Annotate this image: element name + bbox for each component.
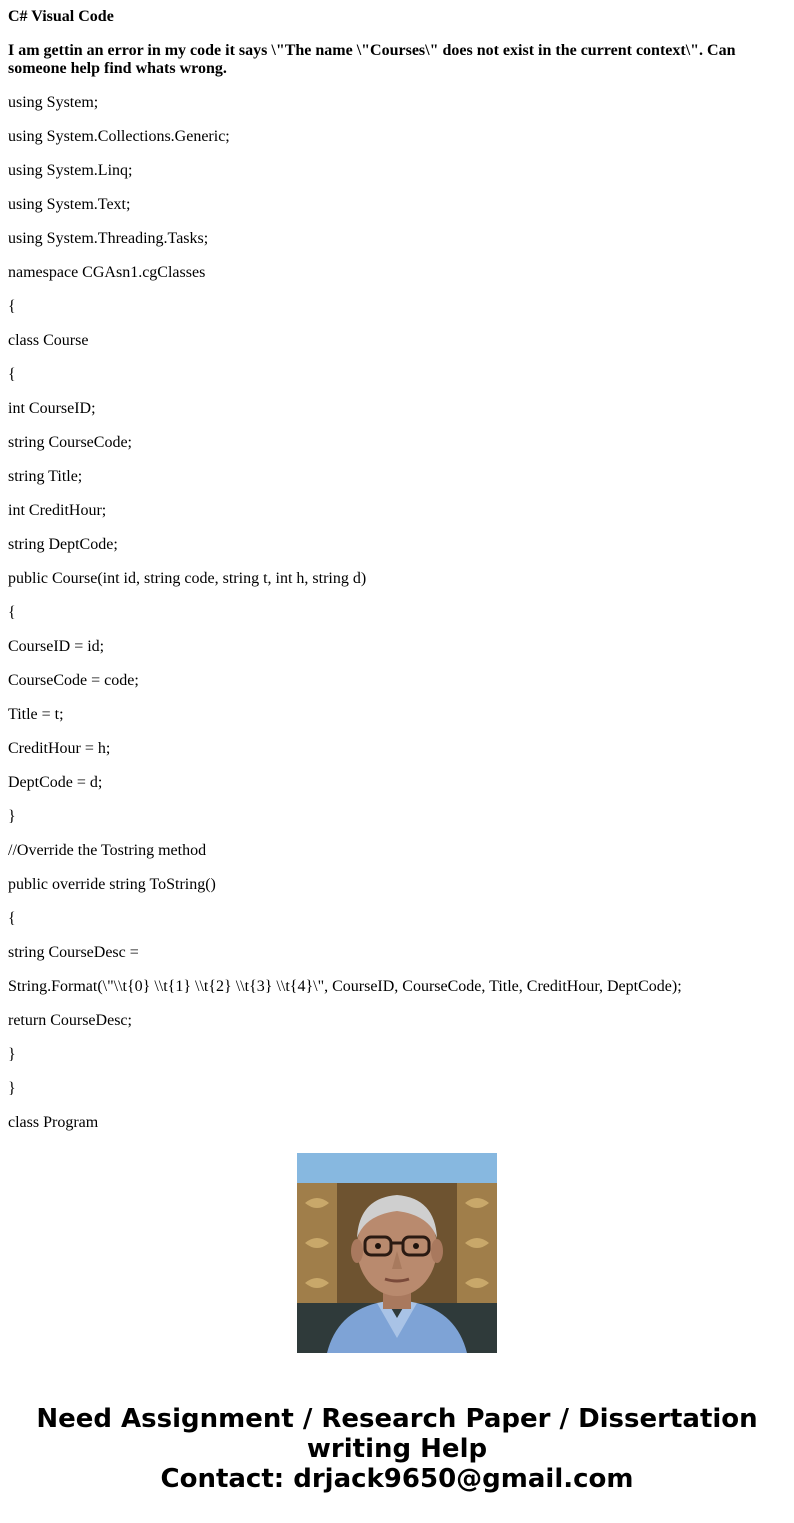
code-line: String.Format(\"\\t{0} \\t{1} \\t{2} \\t{3} \\t{4}\", CourseID, CourseCode, Title, CreditHour, DeptCode); [8, 978, 682, 995]
code-line: class Course [8, 332, 89, 349]
code-line: CreditHour = h; [8, 740, 111, 757]
code-line: string CourseCode; [8, 434, 132, 451]
code-line: using System; [8, 94, 99, 111]
post-question: I am gettin an error in my code it says \"The name \"Courses\" does not exist in the current context\". Can someone help find whats wrong. [8, 42, 736, 77]
avatar [297, 1153, 497, 1353]
promo-line-1: Need Assignment / Research Paper / Dissertation [36, 1404, 758, 1434]
code-line: return CourseDesc; [8, 1012, 132, 1029]
code-line: Title = t; [8, 706, 64, 723]
code-line: { [8, 910, 16, 927]
code-listing [8, 94, 784, 1132]
code-line: int CourseID; [8, 400, 96, 417]
code-line: using System.Threading.Tasks; [8, 230, 209, 247]
code-line: using System.Text; [8, 196, 131, 213]
code-line: using System.Collections.Generic; [8, 128, 230, 145]
code-line: { [8, 366, 16, 383]
code-line: } [8, 1046, 16, 1063]
post-content [8, 0, 784, 1131]
code-line: public Course(int id, string code, string t, int h, string d) [8, 570, 367, 587]
code-line: } [8, 1080, 16, 1097]
code-line: string CourseDesc = [8, 944, 139, 961]
code-line: using System.Linq; [8, 162, 133, 179]
code-line: public override string ToString() [8, 876, 216, 893]
person-portrait-icon [297, 1153, 497, 1353]
code-line: CourseCode = code; [8, 672, 139, 689]
code-line: } [8, 808, 16, 825]
code-line: CourseID = id; [8, 638, 105, 655]
code-line: { [8, 298, 16, 315]
code-line: DeptCode = d; [8, 774, 103, 791]
post-title: C# Visual Code [8, 8, 114, 25]
code-line: int CreditHour; [8, 502, 107, 519]
code-line: class Program [8, 1114, 99, 1131]
promo-footer [0, 1404, 794, 1494]
code-line: string Title; [8, 468, 83, 485]
code-line: //Override the Tostring method [8, 842, 207, 859]
promo-line-2: writing Help [306, 1434, 488, 1464]
promo-contact: Contact: drjack9650@gmail.com [160, 1464, 634, 1494]
code-line: string DeptCode; [8, 536, 118, 553]
code-line: namespace CGAsn1.cgClasses [8, 264, 206, 281]
code-line: { [8, 604, 16, 621]
